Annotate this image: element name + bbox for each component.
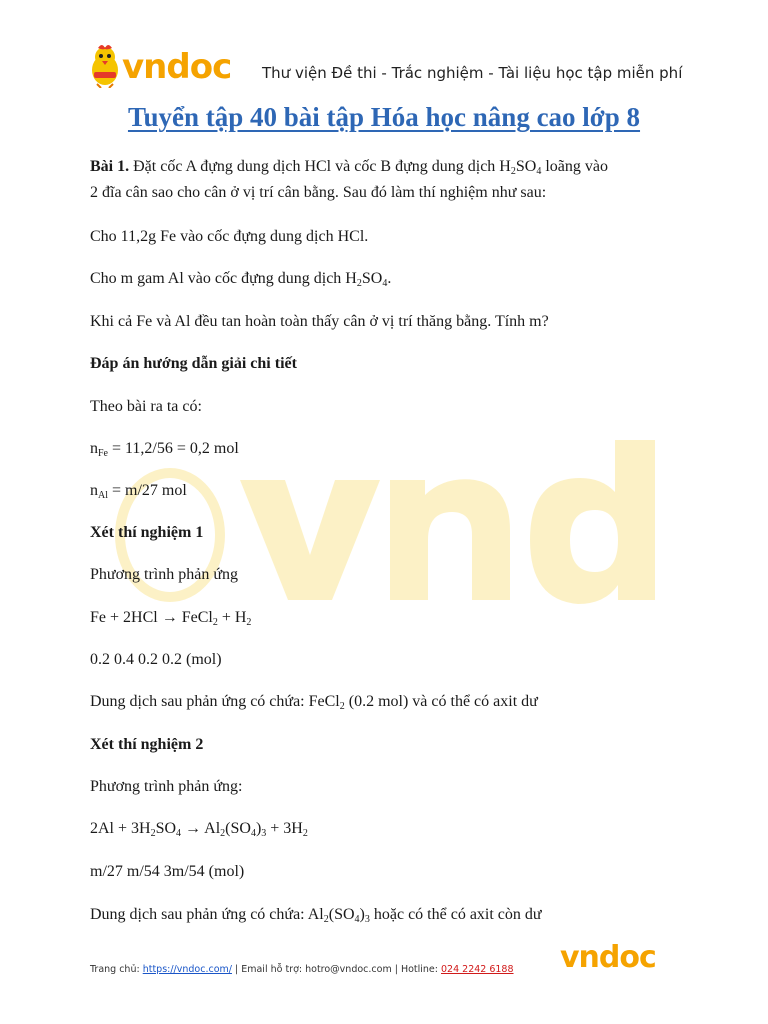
footer-home-link[interactable]: https://vndoc.com/ — [142, 964, 232, 975]
experiment-1-equation: Fe + 2HCl → FeCl$_2$ + $H_2$ — [90, 609, 252, 628]
experiment-2-heading: Xét thí nghiệm 2 — [90, 736, 204, 753]
problem-line-1: Bài 1. Đặt cốc A đựng dung dịch HCl và cốc B đựng dung dịch $H_2SO_4$ loãng vào — [90, 158, 608, 177]
problem-label: Bài 1. — [90, 158, 130, 175]
n-al-line: $n_{Al} = m/27$ mol — [90, 482, 187, 501]
experiment-1-heading: Xét thí nghiệm 1 — [90, 524, 204, 541]
footer-home-label: Trang chủ: — [90, 964, 143, 975]
page-footer — [90, 964, 514, 975]
solution-intro: Theo bài ra ta có: — [90, 398, 202, 415]
experiment-2-equation-label: Phương trình phản ứng: — [90, 778, 243, 795]
footer-hotline[interactable]: 024 2242 6188 — [441, 964, 514, 975]
experiment-2-equation: $2Al + 3H_2SO_4 \to Al_2(SO_4)_3 + 3H_2$ — [90, 820, 308, 839]
problem-line-2: 2 đĩa cân sao cho cân ở vị trí cân bằng. Sau đó làm thí nghiệm như sau: — [90, 184, 547, 201]
experiment-1-equation-label: Phương trình phản ứng — [90, 566, 239, 583]
problem-question: Khi cả Fe và Al đều tan hoàn toàn thấy cân ở vị trí thăng bằng. Tính m? — [90, 313, 549, 330]
problem-step-1: Cho 11,2g Fe vào cốc đựng dung dịch HCl. — [90, 228, 369, 245]
n-fe-line: $n_{Fe} = 11,2/56 = 0,2$ mol — [90, 440, 239, 459]
vndoc-logo[interactable] — [88, 44, 232, 90]
footer-email: | Email hỗ trợ: hotro@vndoc.com | Hotline: — [231, 964, 441, 975]
page-title: Tuyển tập 40 bài tập Hóa học nâng cao lớp 8 — [127, 102, 641, 132]
page-header — [0, 0, 768, 100]
experiment-1-moles: 0.2 0.4 0.2 0.2 (mol) — [90, 651, 222, 668]
footer-logo[interactable]: vndoc — [560, 940, 656, 975]
experiment-2-result: Dung dịch sau phản ứng có chứa: $Al_2(SO_4)_3$ hoặc có thể có axit còn dư — [90, 906, 542, 925]
problem-step-2: Cho m gam Al vào cốc đựng dung dịch $H_2SO_4$. — [90, 270, 392, 289]
experiment-1-result: Dung dịch sau phản ứng có chứa: FeCl$_2$ (0.2 mol) và có thể có axit dư — [90, 693, 538, 712]
experiment-2-moles: m/27 m/54 3m/54 (mol) — [90, 863, 245, 880]
logo-text: vndoc — [122, 47, 232, 87]
solution-heading: Đáp án hướng dẫn giải chi tiết — [90, 355, 297, 372]
chick-mascot-icon — [88, 44, 122, 88]
header-tagline: Thư viện Đề thi - Trắc nghiệm - Tài liệu học tập miễn phí — [262, 64, 683, 82]
